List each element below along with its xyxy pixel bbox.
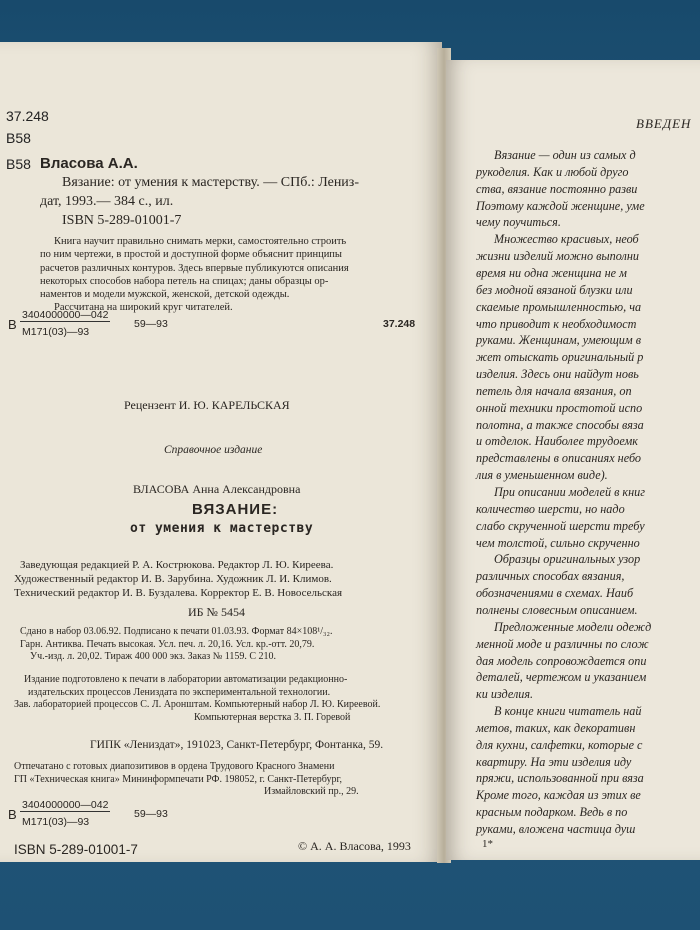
page-marker: 1* bbox=[482, 838, 493, 850]
intro-line: для кухни, салфетки, которые с bbox=[476, 737, 643, 752]
code-right: 37.248 bbox=[383, 318, 416, 330]
intro-line: слабо скрученной шерсти требу bbox=[476, 518, 645, 533]
publisher: ГИПК «Лениздат», 191023, Санкт-Петербург, Фонтанка, 59. bbox=[90, 739, 384, 751]
chapter-heading: ВВЕДЕН bbox=[636, 116, 692, 131]
print-info-line: Гарн. Антиква. Печать высокая. Усл. печ. л. 20,16. Усл. кр.-отт. 20,79. bbox=[20, 638, 315, 650]
printed-info bbox=[14, 761, 439, 799]
reviewer: Рецензент И. Ю. КАРЕЛЬСКАЯ bbox=[124, 398, 290, 412]
prepared-info bbox=[14, 674, 439, 724]
title-line-1: Вязание: от умения к мастерству. — СПб.: Лениз- bbox=[62, 175, 359, 190]
code-prefix: В bbox=[8, 317, 17, 332]
annotation-line: по ним чертежи, в простой и доступной форме объяснит принципы bbox=[40, 249, 342, 261]
ib-number: ИБ № 5454 bbox=[188, 605, 246, 619]
prepared-line: Издание подготовлено к печати в лаборатории автоматизации редакционно- bbox=[24, 674, 348, 685]
code-suffix: 59—93 bbox=[134, 808, 168, 820]
isbn-bottom: ISBN 5-289-01001-7 bbox=[14, 842, 138, 857]
intro-line: Образцы оригинальных узор bbox=[494, 552, 641, 567]
intro-line: красным подарком. Ведь в по bbox=[476, 805, 628, 820]
code-top: 3404000000—042 bbox=[22, 309, 109, 321]
intro-line: Предложенные модели одежд bbox=[494, 619, 652, 634]
intro-line: руками, вложена частица душ bbox=[476, 822, 636, 836]
book-subtitle: от умения к мастерству bbox=[130, 521, 314, 536]
intro-line: ства, вязание постоянно разви bbox=[476, 181, 638, 196]
print-info-line: Уч.-изд. л. 20,02. Тираж 400 000 экз. Заказ № 1159. С 210. bbox=[30, 651, 277, 662]
intro-line: пряжи, использованной при вяза bbox=[476, 771, 644, 786]
prepared-line: Компьютерная верстка З. П. Горевой bbox=[194, 711, 351, 723]
annotation-line: Рассчитана на широкий круг читателей. bbox=[54, 302, 233, 314]
code-top: 3404000000—042 bbox=[22, 799, 109, 811]
intro-line: и отделок. Наиболее трудоемк bbox=[476, 434, 638, 449]
title-line-2: дат, 1993.— 384 с., ил. bbox=[40, 194, 174, 209]
intro-line: чему поучиться. bbox=[476, 215, 561, 230]
annotation-line: некоторых способов набора петель на спицах; даны образцы ор- bbox=[40, 275, 329, 287]
intro-line: чем толстой, сильно скрученно bbox=[476, 535, 640, 550]
printed-line: Отпечатано с готовых диапозитивов в ордена Трудового Красного Знамени bbox=[14, 761, 335, 772]
intro-line: онной техники простотой испо bbox=[476, 400, 643, 415]
intro-line: Кроме того, каждая из этих ве bbox=[476, 788, 641, 803]
intro-line: жизни изделий можно выполни bbox=[476, 249, 640, 264]
intro-line: жет отыскать оригинальный р bbox=[476, 350, 644, 365]
prepared-line: издательских процессов Лениздата по экспериментальной технологии. bbox=[28, 686, 331, 698]
intro-line: изделия. Здесь они найдут новь bbox=[476, 367, 639, 382]
code-prefix: В bbox=[8, 807, 17, 822]
intro-line: Вязание — один из самых д bbox=[494, 148, 636, 162]
intro-line: что приводит к необходимост bbox=[476, 316, 637, 331]
isbn-line: ISBN 5-289-01001-7 bbox=[62, 213, 182, 228]
credit-line: Художественный редактор И. В. Зарубина. Художник Л. И. Климов. bbox=[14, 573, 332, 585]
intro-line: время ни одна женщина не м bbox=[476, 265, 627, 280]
intro-line: Множество красивых, необ bbox=[494, 232, 639, 247]
intro-line: петель для начала вязания, оп bbox=[476, 383, 632, 398]
intro-line: представлены в описаниях небо bbox=[476, 451, 642, 466]
copyright: © А. А. Власова, 1993 bbox=[298, 839, 411, 853]
intro-line: деталей, чертежом и указанием bbox=[476, 670, 647, 685]
intro-line: скаемые промышленностью, ча bbox=[476, 299, 642, 314]
print-info bbox=[20, 626, 440, 664]
annotation-line: наментов и модели мужской, женской, детской одежды. bbox=[40, 289, 290, 301]
intro-line: руками. Женщинам, умеющим в bbox=[476, 333, 642, 348]
prepared-line: Зав. лабораторией процессов С. Л. Аронштам. Компьютерный набор Л. Ю. Киреевой. bbox=[14, 699, 381, 710]
intro-line: полнены словесным описанием. bbox=[476, 602, 638, 617]
print-info-line: Сдано в набор 03.06.92. Подписано к печати 01.03.93. Формат 84×108¹/₃₂. bbox=[20, 626, 333, 637]
intro-line: В конце книги читатель най bbox=[494, 704, 642, 719]
annotation-line: Книга научит правильно снимать мерки, самостоятельно строить bbox=[54, 236, 347, 247]
intro-line: рукоделия. Как и любой друго bbox=[476, 164, 629, 179]
intro-line: ки изделия. bbox=[476, 687, 534, 702]
intro-line: обозначениями в схемах. Наиб bbox=[476, 586, 634, 601]
author-short: Власова А.А. bbox=[40, 155, 138, 172]
intro-line: Поэтому каждой женщине, уме bbox=[476, 198, 645, 213]
intro-line: метов, таких, как декоративн bbox=[476, 720, 636, 735]
code-bottom: М171(03)—93 bbox=[22, 326, 90, 338]
udc-code: 37.248 bbox=[6, 108, 49, 124]
intro-line: квартиру. На эти изделия иду bbox=[476, 754, 632, 769]
right-page bbox=[446, 60, 700, 860]
intro-line: различных способах вязания, bbox=[476, 569, 625, 584]
intro-line: дая модель сопровождается опи bbox=[476, 653, 647, 668]
left-page bbox=[0, 42, 442, 862]
intro-line: без модной вязаной блузки или bbox=[476, 282, 633, 297]
intro-line: количество шерсти, но надо bbox=[476, 501, 625, 516]
intro-line: полотна, а также способы вяза bbox=[476, 417, 644, 432]
book-title: ВЯЗАНИЕ: bbox=[192, 501, 279, 518]
intro-line: При описании моделей в книг bbox=[494, 485, 646, 499]
credit-line: Заведующая редакцией Р. А. Кострюкова. Редактор Л. Ю. Киреева. bbox=[20, 559, 334, 571]
printed-line: ГП «Техническая книга» Мининформпечати РФ. 198052, г. Санкт-Петербург, bbox=[14, 773, 342, 785]
card-index: B58 bbox=[6, 156, 31, 172]
intro-line: менной моде и различны по слож bbox=[476, 636, 649, 651]
code-bottom: М171(03)—93 bbox=[22, 816, 90, 828]
bbk-code: B58 bbox=[6, 130, 31, 146]
edition-type: Справочное издание bbox=[164, 444, 263, 456]
printed-line: Измайловский пр., 29. bbox=[264, 786, 359, 797]
annotation-line: расчетов различных контуров. Здесь впервые публикуются описания bbox=[40, 262, 349, 274]
code-suffix: 59—93 bbox=[134, 318, 168, 330]
annotation bbox=[40, 235, 440, 315]
author-full: ВЛАСОВА Анна Александровна bbox=[133, 482, 301, 496]
intro-line: лия в уменьшенном виде). bbox=[476, 468, 608, 483]
credit-line: Технический редактор И. В. Буздалева. Корректор Е. В. Новосельская bbox=[14, 587, 343, 599]
